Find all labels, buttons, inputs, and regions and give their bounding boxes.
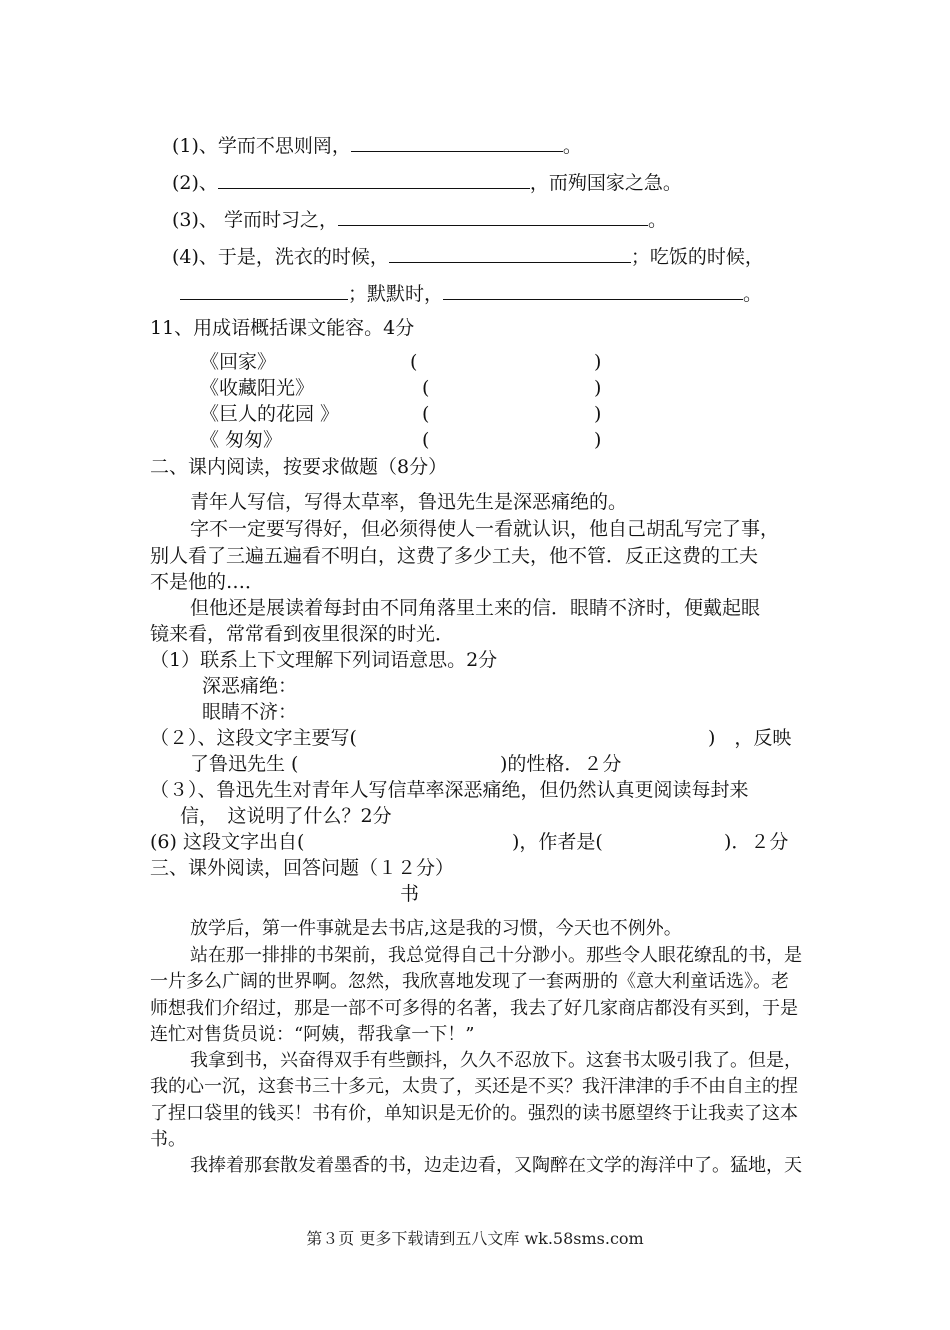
blank-line-3-suffix: 。 — [647, 209, 667, 231]
q11-paren-right: ) — [594, 351, 602, 373]
question-2-line-1: （２）、这段文字主要写( — [150, 727, 357, 749]
question-3-line-1: （３）、鲁迅先生对青年人写信草率深恶痛绝，但仍然认真更阅读每封来 — [150, 779, 749, 801]
answer-blank[interactable] — [218, 169, 530, 189]
question-2-line-2-end: )的性格．２分 — [500, 753, 622, 775]
answer-blank[interactable] — [338, 206, 648, 226]
story-text: 连忙对售货员说：“阿姨，帮我拿一下！” — [150, 1024, 475, 1045]
q11-paren-right: ) — [594, 377, 602, 399]
word-prompt: 深恶痛绝： — [202, 675, 298, 697]
section2-title: 二、课内阅读，按要求做题（8分） — [150, 456, 448, 478]
blank-line-2-suffix: ，而殉国家之急。 — [529, 172, 682, 194]
story-title: 书 — [400, 883, 420, 905]
q11-paren-right: ) — [594, 403, 602, 425]
q11-title: 11、用成语概括课文能容。4分 — [150, 317, 415, 339]
q11-paren-left: ( — [422, 403, 430, 425]
question-2-line-1-end: ) ，反映 — [708, 727, 792, 749]
q11-paren-right: ) — [594, 429, 602, 451]
answer-blank[interactable] — [351, 132, 563, 152]
story-text: 一片多么广阔的世界啊。忽然，我欣喜地发现了一套两册的《意大利童话选》。老 — [150, 971, 789, 992]
q11-paren-left: ( — [422, 377, 430, 399]
story-text: 放学后，第一件事就是去书店,这是我的习惯，今天也不例外。 — [190, 918, 682, 939]
blank-line-2-prefix: (2)、 — [172, 172, 218, 194]
passage-text: 字不一定要写得好，但必须得使人一看就认识，他自己胡乱写完了事， — [190, 518, 780, 540]
question-2-line-2: 了鲁迅先生 ( — [190, 753, 299, 775]
story-text: 师想我们介绍过，那是一部不可多得的名著，我去了好几家商店都没有买到，于是 — [150, 998, 798, 1019]
word-prompt: 眼睛不济： — [202, 701, 298, 723]
story-text: 了捏口袋里的钱买！书有价，单知识是无价的。强烈的读书愿望终于让我卖了这本 — [150, 1103, 798, 1124]
blank-line-5 — [180, 280, 762, 306]
blank-line-4-mid: ；吃饭的时候， — [630, 246, 764, 268]
passage-text: 青年人写信，写得太草率，鲁迅先生是深恶痛绝的。 — [190, 491, 628, 513]
question-6-start: (6) 这段文字出自( — [150, 831, 305, 853]
answer-blank[interactable] — [389, 243, 631, 263]
section3-title: 三、课外阅读，回答问题（１２分） — [150, 857, 455, 879]
blank-line-4-prefix: (4)、于是，洗衣的时候， — [172, 246, 389, 268]
question-6-mid: )，作者是( — [512, 831, 603, 853]
story-text: 我拿到书，兴奋得双手有些颤抖，久久不忍放下。这套书太吸引我了。但是， — [190, 1050, 802, 1071]
question-3-line-2: 信， 这说明了什么？2分 — [180, 805, 392, 827]
blank-line-1 — [172, 132, 582, 158]
q11-item-name: 《回家》 — [200, 351, 277, 373]
blank-line-2 — [172, 169, 682, 195]
q11-item-name: 《收藏阳光》 — [200, 377, 315, 399]
story-text: 我的心一沉，这套书三十多元，太贵了，买还是不买？我汗津津的手不由自主的捏 — [150, 1076, 798, 1097]
passage-text: 镜来看，常常看到夜里很深的时光． — [150, 623, 455, 645]
passage-text: 别人看了三遍五遍看不明白，这费了多少工夫，他不管．反正这费的工夫 — [150, 545, 759, 567]
q11-paren-left: ( — [410, 351, 418, 373]
story-text: 书。 — [150, 1129, 186, 1150]
story-text: 我捧着那套散发着墨香的书，边走边看，又陶醉在文学的海洋中了。猛地，天 — [190, 1155, 802, 1176]
passage-text: 不是他的…． — [150, 571, 265, 593]
blank-line-1-prefix: (1)、学而不思则罔， — [172, 135, 351, 157]
q11-paren-left: ( — [422, 429, 430, 451]
blank-line-4 — [172, 243, 764, 269]
answer-blank[interactable] — [443, 280, 743, 300]
blank-line-1-suffix: 。 — [562, 135, 582, 157]
blank-line-5-mid: ；默默时， — [348, 283, 444, 305]
blank-line-3-prefix: (3)、 学而时习之， — [172, 209, 338, 231]
q11-item-name: 《 匆匆》 — [200, 429, 283, 451]
blank-line-3 — [172, 206, 667, 232]
answer-blank[interactable] — [180, 280, 348, 300]
q11-item-name: 《巨人的花园 》 — [200, 403, 340, 425]
page-footer: 第３页 更多下载请到五八文库 wk.58sms.com — [306, 1229, 644, 1248]
question-1: （1）联系上下文理解下列词语意思。2分 — [150, 649, 498, 671]
blank-line-5-suffix: 。 — [743, 283, 763, 305]
passage-text: 但他还是展读着每封由不同角落里土来的信．眼睛不济时，便戴起眼 — [190, 597, 761, 619]
question-6-end: )．２分 — [724, 831, 789, 853]
story-text: 站在那一排排的书架前，我总觉得自己十分渺小。那些令人眼花缭乱的书，是 — [190, 945, 802, 966]
